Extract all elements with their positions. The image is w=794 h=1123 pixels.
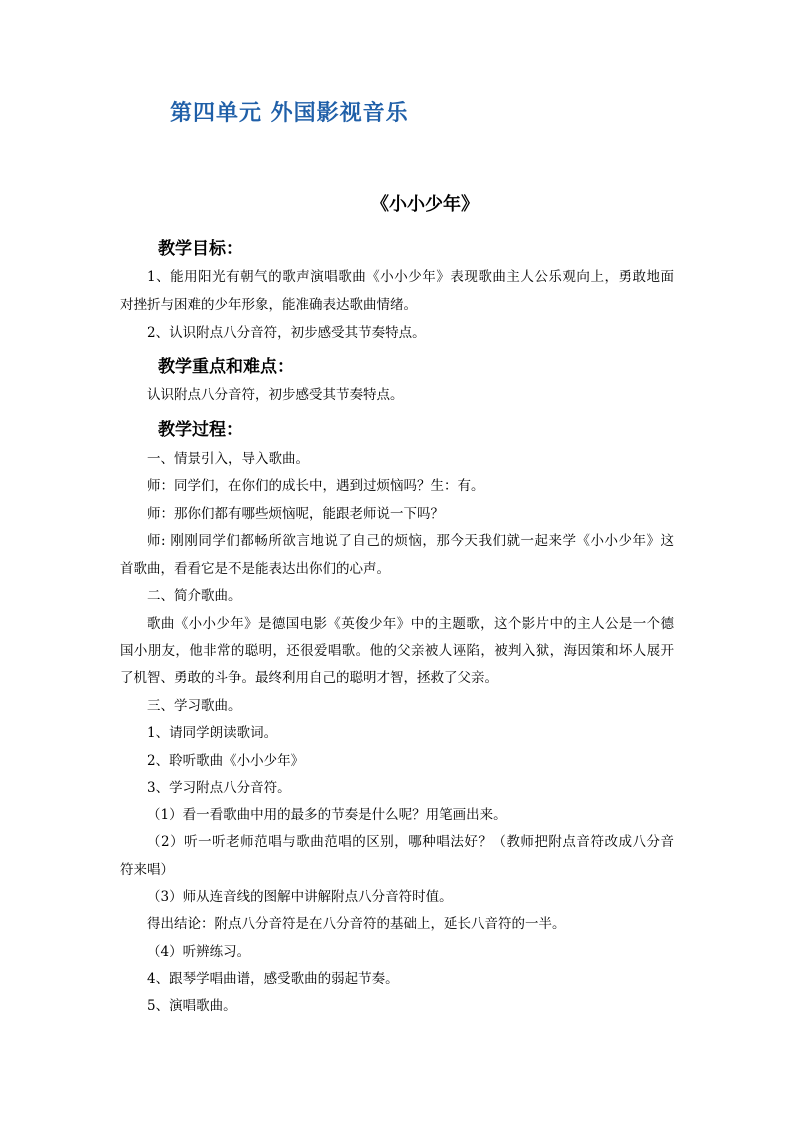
key-points-heading: 教学重点和难点：: [158, 357, 294, 377]
section-3-step-3-3: （3）师从连音线的图解中讲解附点八分音符时值。: [147, 889, 453, 905]
section-2-title: 二、简介歌曲。: [147, 588, 242, 604]
objective-2: 2、认识附点八分音符，初步感受其节奏特点。: [147, 325, 426, 341]
section-3-step-3-1: （1）看一看歌曲中用的最多的节奏是什么呢？用笔画出来。: [147, 807, 507, 823]
section-1-title: 一、情景引入，导入歌曲。: [147, 451, 309, 467]
objective-1-line-2: 对挫折与困难的少年形象，能准确表达歌曲情绪。: [120, 297, 417, 313]
objective-1-line-1: 1、能用阳光有朝气的歌声演唱歌曲《小小少年》表现歌曲主人公乐观向上，勇敢地面: [147, 269, 674, 285]
section-3-step-5: 5、演唱歌曲。: [147, 998, 237, 1014]
section-3-step-4: 4、跟琴学唱曲谱，感受歌曲的弱起节奏。: [147, 971, 399, 987]
song-title: [0, 190, 794, 216]
section-3-step-3: 3、学习附点八分音符。: [147, 780, 291, 796]
section-2-line-2: 国小朋友，他非常的聪明，还很爱唱歌。他的父亲被人诬陷，被判入狱，海因策和坏人展开: [120, 643, 674, 659]
section-1-line-3b: 首歌曲，看看它是不是能表达出你们的心声。: [120, 561, 390, 577]
section-3-step-1: 1、请同学朗读歌词。: [147, 725, 278, 741]
song-title-text: 《小小少年》: [371, 194, 479, 215]
section-2-line-1: 歌曲《小小少年》是德国电影《英俊少年》中的主题歌，这个影片中的主人公是一个德: [147, 616, 674, 632]
section-3-step-3-2a: （2）听一听老师范唱与歌曲范唱的区别，哪种唱法好？（教师把附点音符改成八分音: [147, 834, 674, 850]
objectives-heading: 教学目标：: [158, 239, 243, 259]
section-2-line-3: 了机智、勇敢的斗争。最终利用自己的聪明才智，拯救了父亲。: [120, 670, 498, 686]
section-3-step-3-2b: 符来唱）: [120, 862, 174, 878]
section-1-line-3a: 师: 刚刚同学们都畅所欲言地说了自己的烦恼，那今天我们就一起来学《小小少年》这: [147, 533, 674, 549]
process-heading: 教学过程：: [158, 420, 243, 440]
unit-title: 第四单元 外国影视音乐: [170, 101, 409, 126]
section-3-step-3-4: （4）听辨练习。: [147, 944, 251, 960]
section-3-step-2: 2、聆听歌曲《小小少年》: [147, 753, 305, 769]
section-3-title: 三、学习歌曲。: [147, 698, 242, 714]
section-1-line-1: 师：同学们，在你们的成长中，遇到过烦恼吗？生：有。: [147, 478, 485, 494]
section-3-conclusion: 得出结论：附点八分音符是在八分音符的基础上，延长八音符的一半。: [147, 916, 566, 932]
section-1-line-2: 师：那你们都有哪些烦恼呢，能跟老师说一下吗？: [147, 506, 444, 522]
key-points-text: 认识附点八分音符，初步感受其节奏特点。: [147, 387, 404, 403]
